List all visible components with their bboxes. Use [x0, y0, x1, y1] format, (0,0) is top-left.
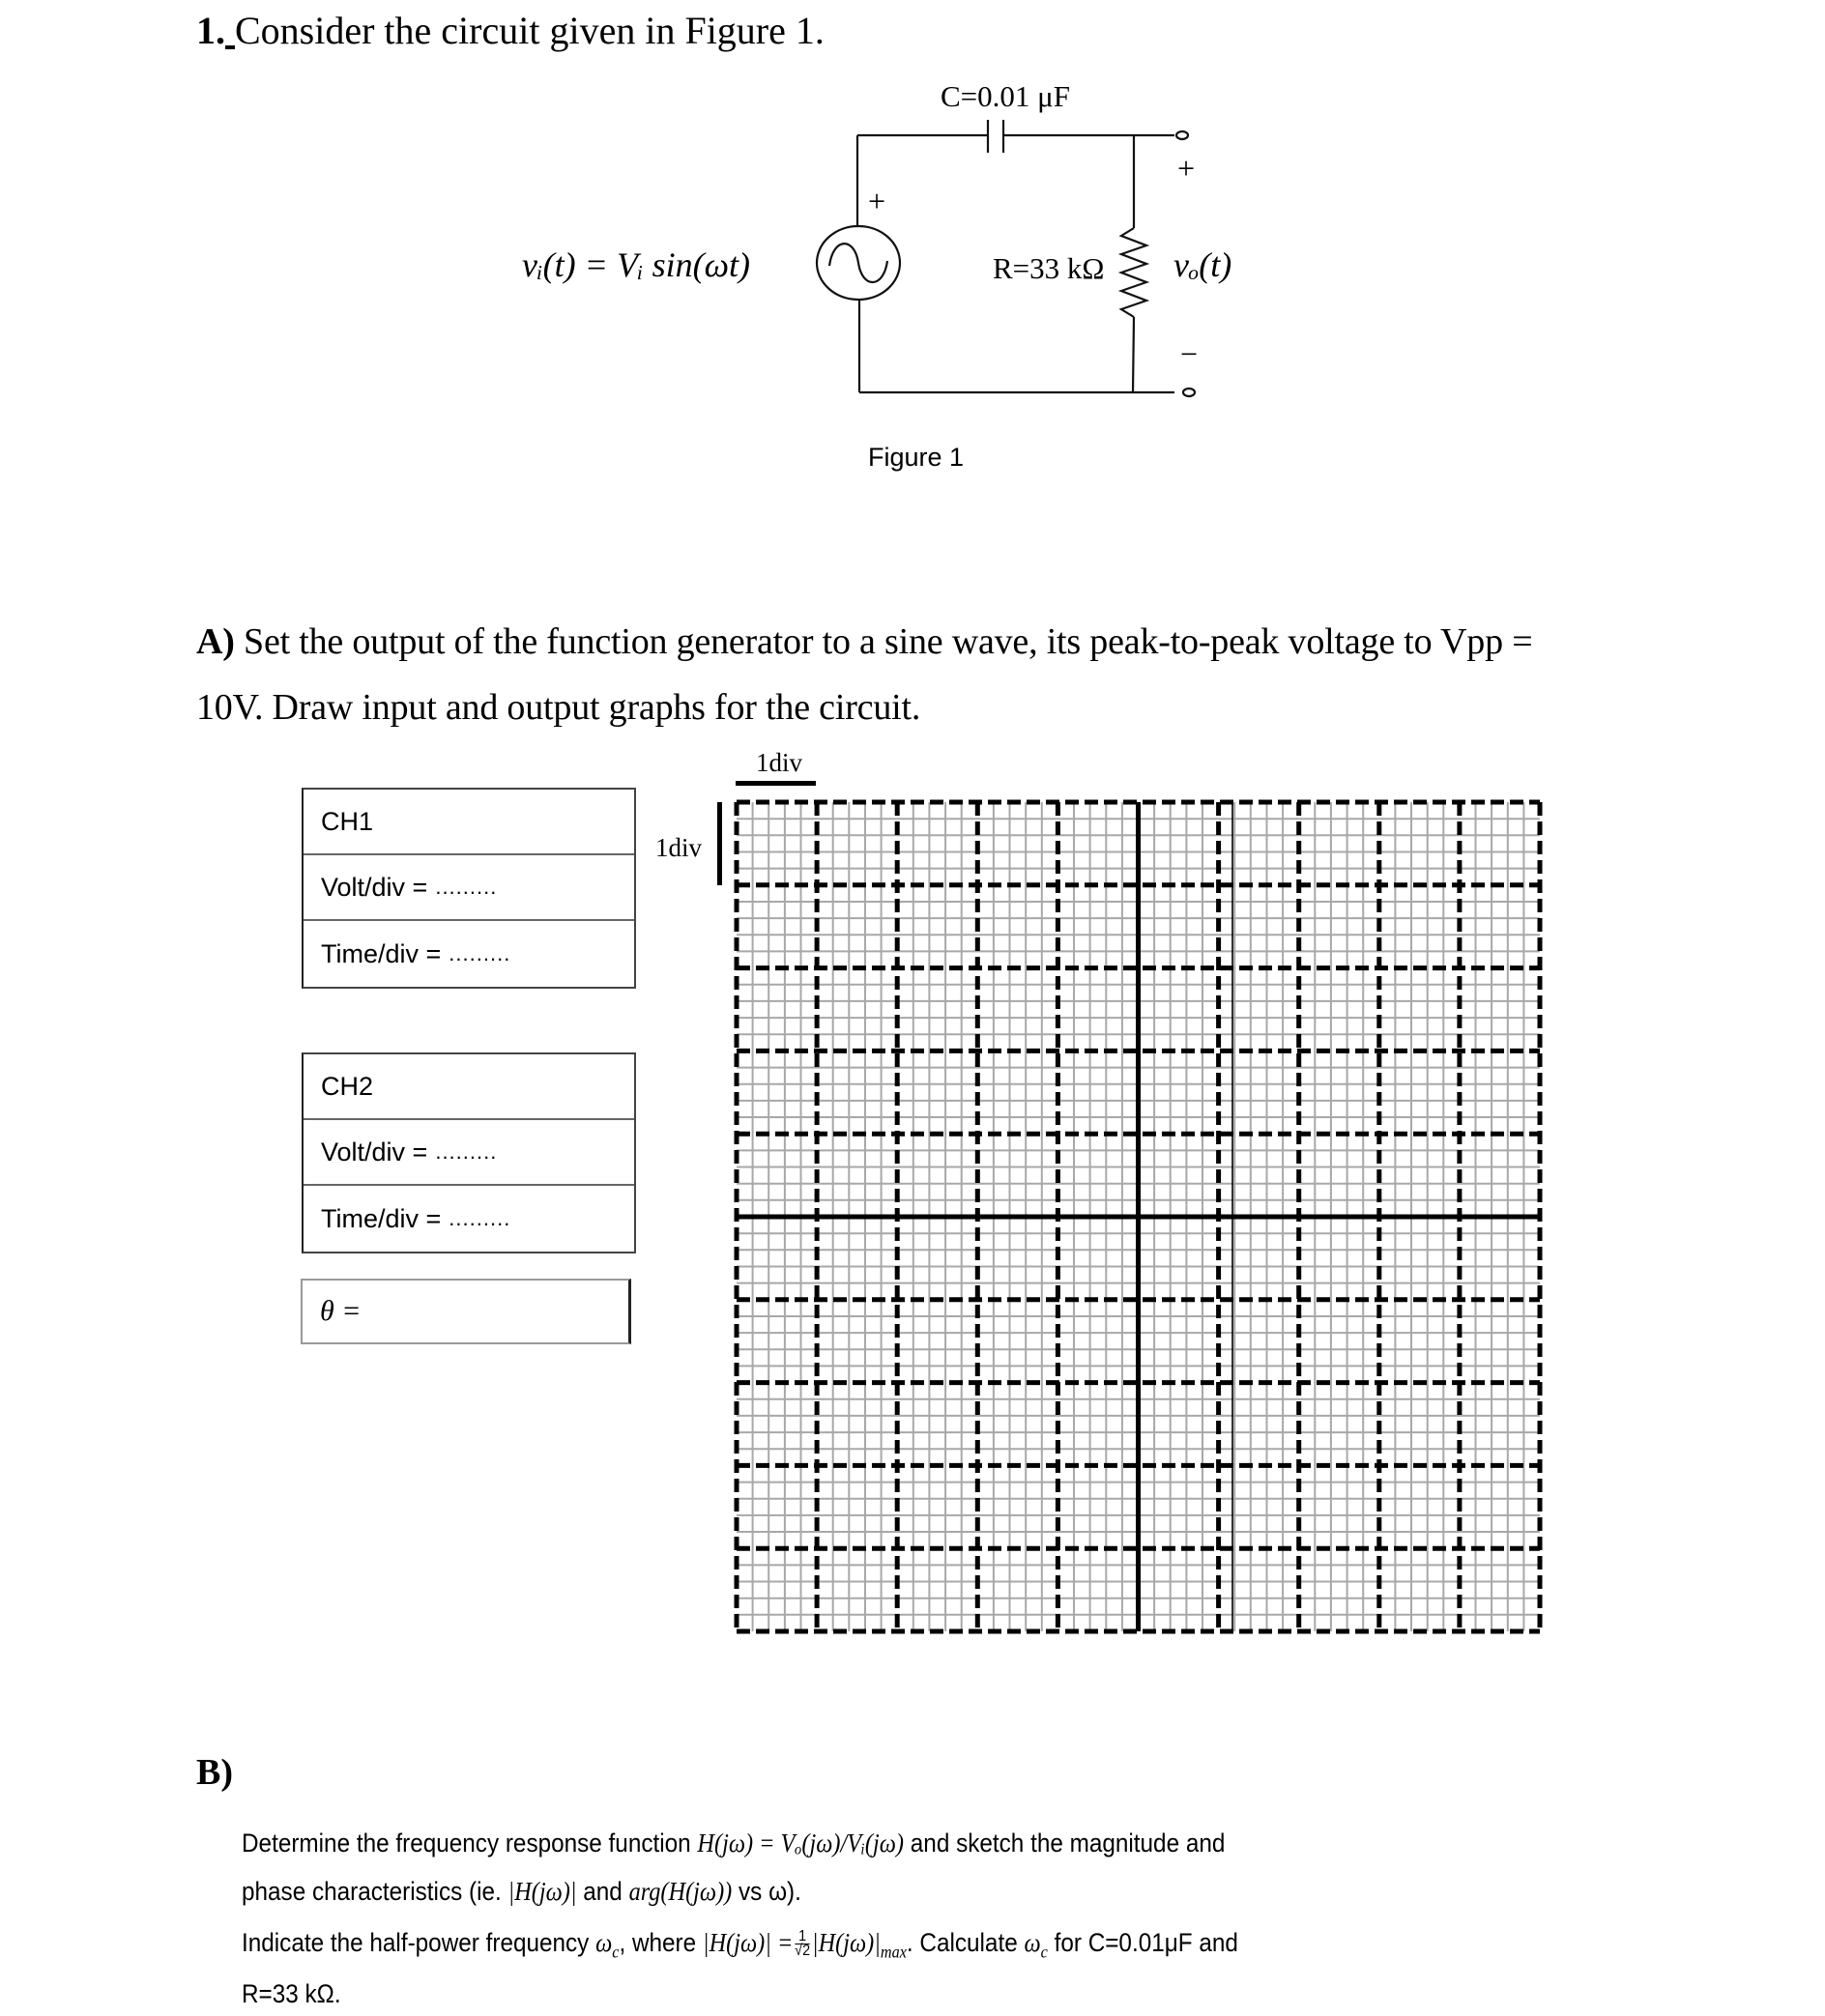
- part-a-label: A): [196, 621, 235, 662]
- omega-c-symbol: ω: [1024, 1928, 1041, 1957]
- circuit-diagram: [0, 0, 1825, 503]
- capacitor-label: C=0.01 μF: [941, 79, 1071, 113]
- ch2-title-row: [304, 1054, 634, 1120]
- ch2-volt-div-label: Volt/div =: [321, 1137, 428, 1166]
- part-b-text: . Calculate: [906, 1928, 1025, 1957]
- part-b-text: , where: [619, 1928, 703, 1957]
- ch2-time-div-field[interactable]: .........: [449, 1206, 511, 1230]
- ch1-time-div-field[interactable]: .........: [449, 941, 511, 965]
- ch1-title: CH1: [321, 806, 374, 836]
- part-b-text: and: [576, 1877, 629, 1906]
- part-b-text: Indicate the half-power frequency: [242, 1928, 596, 1957]
- ch1-settings-box: [302, 788, 636, 989]
- ch2-time-div-label: Time/div =: [321, 1203, 442, 1233]
- omega-c-subscript: c: [1040, 1942, 1048, 1962]
- fraction-numerator: 1: [795, 1930, 810, 1944]
- part-a-line2: 10V. Draw input and output graphs for the circuit.: [196, 687, 921, 728]
- ch1-time-div-label: Time/div =: [321, 938, 442, 968]
- phase-expression: arg(H(jω)): [628, 1877, 733, 1906]
- vertical-div-scale-bar: [717, 802, 722, 885]
- part-b-text: vs ω).: [732, 1877, 801, 1906]
- part-b-line-4: R=33 kΩ.: [242, 1979, 341, 2008]
- source-equation: vᵢ(t) = Vᵢ sin(ωt): [522, 245, 751, 284]
- omega-c-subscript: c: [612, 1942, 620, 1962]
- ch2-time-div-row[interactable]: [304, 1186, 634, 1252]
- theta-label: θ =: [320, 1295, 362, 1327]
- part-a-line1: Set the output of the function generator to a sine wave, its peak-to-peak voltage to Vpp =: [244, 621, 1533, 662]
- phase-angle-field[interactable]: [301, 1279, 631, 1344]
- ch2-volt-div-row[interactable]: [304, 1120, 634, 1186]
- part-b-text: phase characteristics (ie.: [242, 1877, 508, 1906]
- omega-c-symbol: ω: [595, 1928, 613, 1957]
- ch2-title: CH2: [321, 1071, 374, 1101]
- output-minus-sign: −: [1180, 336, 1199, 371]
- part-b-text: Determine the frequency response function: [242, 1829, 698, 1858]
- one-over-root-two: [795, 1930, 810, 1958]
- horizontal-div-label: 1div: [756, 748, 803, 777]
- figure-caption: Figure 1: [868, 443, 965, 472]
- half-power-equation-right: |H(jω)|: [811, 1928, 881, 1957]
- part-b-text: and sketch the magnitude and: [904, 1829, 1226, 1858]
- horizontal-div-scale-bar: [736, 781, 816, 786]
- output-voltage-label: vₒ(t): [1173, 245, 1232, 284]
- output-plus-sign: +: [1177, 151, 1196, 186]
- vertical-div-label: 1div: [655, 833, 703, 862]
- resistor-label: R=33 kΩ: [993, 251, 1105, 285]
- ch2-volt-div-field[interactable]: .........: [435, 1139, 498, 1164]
- ch2-settings-box: [302, 1052, 636, 1253]
- part-b-line-1: [242, 1829, 1225, 1858]
- ch1-volt-div-row[interactable]: [304, 855, 634, 921]
- part-b-label: B): [196, 1752, 233, 1793]
- part-b-line-2: [242, 1877, 801, 1907]
- oscilloscope-graticule[interactable]: [730, 795, 1548, 1639]
- magnitude-expression: |H(jω)|: [507, 1877, 577, 1906]
- max-subscript: max: [880, 1942, 907, 1962]
- part-b-text: for C=0.01μF and: [1047, 1928, 1238, 1957]
- part-b-line-3: [242, 1928, 1238, 1962]
- ch1-volt-div-label: Volt/div =: [321, 872, 428, 902]
- source-plus-sign: +: [868, 184, 886, 218]
- ch1-time-div-row[interactable]: [304, 921, 634, 987]
- fraction-denominator: √2: [795, 1943, 811, 1960]
- ch1-volt-div-field[interactable]: .........: [435, 875, 498, 899]
- transfer-function-equation: H(jω) = Vₒ(jω)/Vᵢ(jω): [697, 1829, 905, 1858]
- part-a-instructions: [196, 609, 1646, 740]
- half-power-equation-left: |H(jω)| =: [702, 1928, 794, 1957]
- ch1-title-row: [304, 790, 634, 855]
- question-text: Consider the circuit given in Figure 1.: [235, 9, 825, 52]
- question-number: 1.: [196, 9, 225, 52]
